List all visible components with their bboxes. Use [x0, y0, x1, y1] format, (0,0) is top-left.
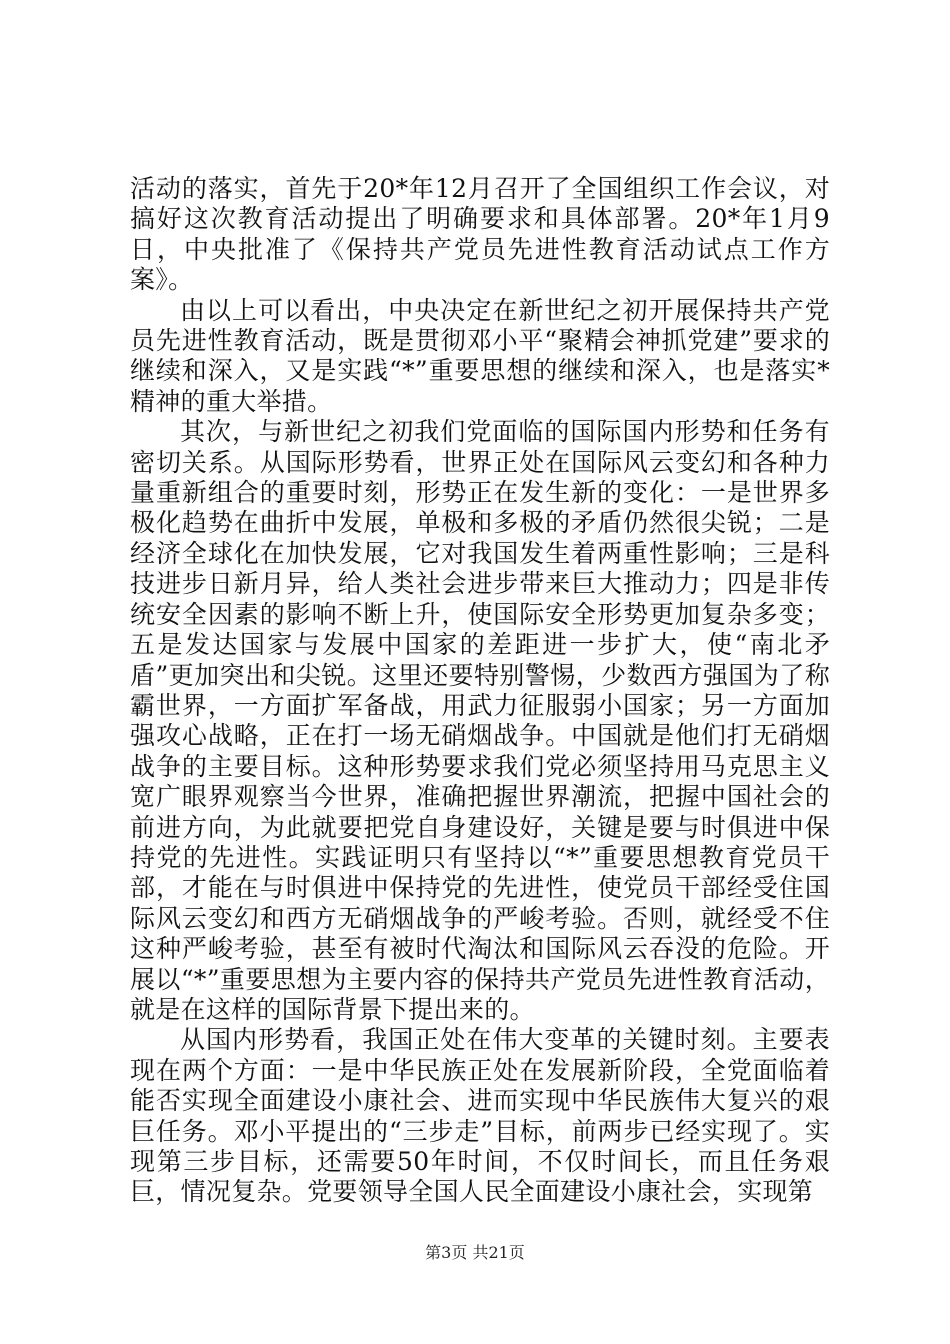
document-body — [130, 174, 830, 1208]
paragraph-2: 由以上可以看出，中央决定在新世纪之初开展保持共产党员先进性教育活动，既是贯彻邓小平“聚精会神抓党建”要求的继续和深入，又是实践“*”重要思想的继续和深入，也是落实*精神的重大举措。 — [130, 295, 830, 416]
paragraph-4: 从国内形势看，我国正处在伟大变革的关键时刻。主要表现在两个方面：一是中华民族正处在发展新阶段，全党面临着能否实现全面建设小康社会、进而实现中华民族伟大复兴的艰巨任务。邓小平提出的“三步走”目标，前两步已经实现了。实现第三步目标，还需要50年时间，不仅时间长，而且任务艰巨，情况复杂。党要领导全国人民全面建设小康社会，实现第 — [130, 1025, 830, 1207]
page-footer — [0, 1243, 950, 1263]
page-number: 第3页 共21页 — [425, 1243, 525, 1262]
paragraph-1: 活动的落实，首先于20*年12月召开了全国组织工作会议，对搞好这次教育活动提出了明确要求和具体部署。20*年1月9日，中央批准了《保持共产党员先进性教育活动试点工作方案》。 — [130, 174, 830, 295]
paragraph-3: 其次，与新世纪之初我们党面临的国际国内形势和任务有密切关系。从国际形势看，世界正处在国际风云变幻和各种力量重新组合的重要时刻，形势正在发生新的变化：一是世界多极化趋势在曲折中发展，单极和多极的矛盾仍然很尖锐；二是经济全球化在加快发展，它对我国发生着两重性影响；三是科技进步日新月异，给人类社会进步带来巨大推动力；四是非传统安全因素的影响不断上升，使国际安全形势更加复杂多变；五是发达国家与发展中国家的差距进一步扩大，使“南北矛盾”更加突出和尖锐。这里还要特别警惕，少数西方强国为了称霸世界，一方面扩军备战，用武力征服弱小国家；另一方面加强攻心战略，正在打一场无硝烟战争。中国就是他们打无硝烟战争的主要目标。这种形势要求我们党必须坚持用马克思主义宽广眼界观察当今世界，准确把握世界潮流，把握中国社会的前进方向，为此就要把党自身建设好，关键是要与时俱进中保持党的先进性。实践证明只有坚持以“*”重要思想教育党员干部，才能在与时俱进中保持党的先进性，使党员干部经受住国际风云变幻和西方无硝烟战争的严峻考验。否则，就经受不住这种严峻考验，甚至有被时代淘汰和国际风云吞没的危险。开展以“*”重要思想为主要内容的保持共产党员先进性教育活动，就是在这样的国际背景下提出来的。 — [130, 417, 830, 1024]
